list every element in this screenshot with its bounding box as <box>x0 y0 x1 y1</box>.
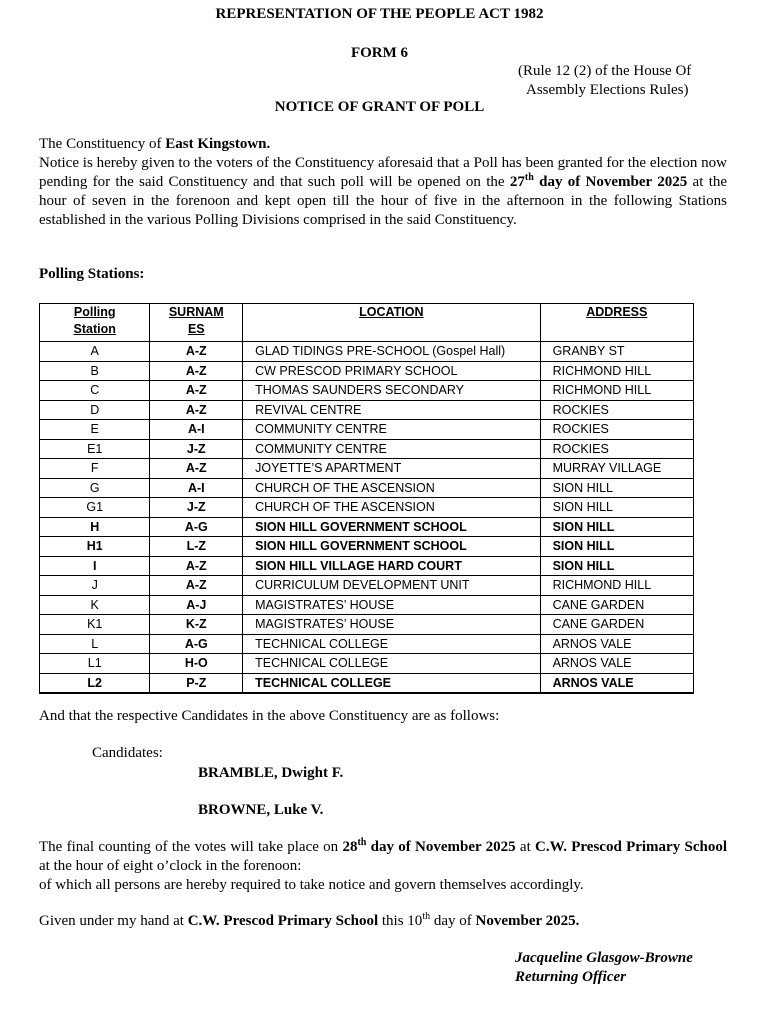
header-surnames-l1: SURNAM <box>168 305 224 319</box>
address-cell: ROCKIES <box>540 400 693 420</box>
count-part-a: The final counting of the votes will take place on <box>39 839 343 855</box>
address-cell: SION HILL <box>540 517 693 537</box>
count-month: day of November 2025 <box>366 839 516 855</box>
count-part-c: at the hour of eight o’clock in the forenoon: <box>39 858 302 874</box>
surnames-cell: A-I <box>150 420 243 440</box>
location-cell: THOMAS SAUNDERS SECONDARY <box>243 381 540 401</box>
table-row <box>40 673 694 693</box>
address-cell: GRANBY ST <box>540 342 693 362</box>
station-cell: K1 <box>40 615 150 635</box>
station-cell: I <box>40 556 150 576</box>
form-number: FORM 6 <box>350 45 409 61</box>
station-cell: D <box>40 400 150 420</box>
given-part-b: this 10 <box>378 913 423 929</box>
address-cell: CANE GARDEN <box>540 615 693 635</box>
header-station-l1: Polling <box>73 305 116 319</box>
candidates-intro: And that the respective Candidates in the above Constituency are as follows: <box>39 708 500 724</box>
location-cell: SION HILL VILLAGE HARD COURT <box>243 556 540 576</box>
constituency-line <box>39 135 727 154</box>
location-cell: CURRICULUM DEVELOPMENT UNIT <box>243 576 540 596</box>
table-header-row <box>40 304 694 342</box>
stations-heading: Polling Stations: <box>39 266 145 282</box>
location-cell: JOYETTE’S APARTMENT <box>243 459 540 479</box>
header-station-l2: Station <box>73 322 116 336</box>
count-part-b: at <box>515 839 536 855</box>
constituency-prefix: The Constituency of <box>39 136 166 152</box>
station-cell: K <box>40 595 150 615</box>
count-venue: C.W. Prescod Primary School <box>535 839 727 855</box>
station-cell: G1 <box>40 498 150 518</box>
given-part-c: day of <box>430 913 476 929</box>
candidates-label: Candidates: <box>92 745 163 761</box>
address-cell: ARNOS VALE <box>540 634 693 654</box>
surnames-cell: A-G <box>150 634 243 654</box>
surnames-cell: K-Z <box>150 615 243 635</box>
surnames-cell: A-Z <box>150 361 243 381</box>
candidate-1: BRAMBLE, Dwight F. <box>198 765 344 781</box>
rule-line-1: (Rule 12 (2) of the House Of <box>518 63 692 79</box>
station-cell: E <box>40 420 150 440</box>
count-paragraph <box>39 838 727 895</box>
surnames-cell: J-Z <box>150 439 243 459</box>
rule-line-2: Assembly Elections Rules) <box>526 82 689 98</box>
given-venue: C.W. Prescod Primary School <box>187 913 379 929</box>
address-cell: RICHMOND HILL <box>540 576 693 596</box>
candidate-2: BROWNE, Luke V. <box>198 802 324 818</box>
table-row <box>40 342 694 362</box>
surnames-cell: A-Z <box>150 576 243 596</box>
poll-month: day of November 2025 <box>533 174 688 190</box>
header-surnames-l2: ES <box>187 322 205 336</box>
station-cell: H <box>40 517 150 537</box>
station-cell: A <box>40 342 150 362</box>
address-cell: SION HILL <box>540 498 693 518</box>
table-row <box>40 576 694 596</box>
location-cell: SION HILL GOVERNMENT SCHOOL <box>243 517 540 537</box>
location-cell: TECHNICAL COLLEGE <box>243 673 540 693</box>
given-month: November 2025. <box>475 913 580 929</box>
location-cell: COMMUNITY CENTRE <box>243 439 540 459</box>
polling-stations-table <box>39 303 694 694</box>
surnames-cell: P-Z <box>150 673 243 693</box>
station-cell: L1 <box>40 654 150 674</box>
notice-part-a: Notice is hereby given to the voters of the Constituency aforesaid that a Poll has been granted for the election now pending for the said Constituency and that such poll will be opened on the <box>39 155 727 190</box>
table-row <box>40 634 694 654</box>
address-cell: MURRAY VILLAGE <box>540 459 693 479</box>
table-row <box>40 654 694 674</box>
station-cell: C <box>40 381 150 401</box>
table-row <box>40 595 694 615</box>
surnames-cell: J-Z <box>150 498 243 518</box>
station-cell: L2 <box>40 673 150 693</box>
header-surnames <box>150 304 243 342</box>
station-cell: B <box>40 361 150 381</box>
location-cell: GLAD TIDINGS PRE-SCHOOL (Gospel Hall) <box>243 342 540 362</box>
act-title: REPRESENTATION OF THE PEOPLE ACT 1982 <box>215 6 544 22</box>
signature-title: Returning Officer <box>515 969 626 985</box>
station-cell: F <box>40 459 150 479</box>
surnames-cell: A-Z <box>150 556 243 576</box>
surnames-cell: A-J <box>150 595 243 615</box>
surnames-cell: A-Z <box>150 400 243 420</box>
surnames-cell: A-Z <box>150 459 243 479</box>
surnames-cell: A-Z <box>150 342 243 362</box>
table-row <box>40 556 694 576</box>
constituency-name: East Kingstown. <box>165 136 271 152</box>
location-cell: MAGISTRATES’ HOUSE <box>243 615 540 635</box>
station-cell: E1 <box>40 439 150 459</box>
rule-reference <box>518 62 738 100</box>
location-cell: CHURCH OF THE ASCENSION <box>243 478 540 498</box>
count-text <box>39 838 727 876</box>
location-cell: CHURCH OF THE ASCENSION <box>243 498 540 518</box>
count-date <box>342 839 515 855</box>
notice-part-b: at the hour of seven in the forenoon and kept open till the hour of five in the afternoon in the following Stations established in the various Polling Divisions comprised in the said Constituency. <box>39 174 728 228</box>
poll-day: 27 <box>509 174 525 190</box>
address-cell: ROCKIES <box>540 439 693 459</box>
intro-paragraph <box>39 135 727 230</box>
table-row <box>40 498 694 518</box>
table-row <box>40 478 694 498</box>
table-row <box>40 459 694 479</box>
table-body <box>40 342 694 694</box>
surnames-cell: H-O <box>150 654 243 674</box>
location-cell: COMMUNITY CENTRE <box>243 420 540 440</box>
location-cell: REVIVAL CENTRE <box>243 400 540 420</box>
table-row <box>40 400 694 420</box>
notice-title: NOTICE OF GRANT OF POLL <box>274 99 485 115</box>
table-row <box>40 615 694 635</box>
header-station <box>40 304 150 342</box>
station-cell: L <box>40 634 150 654</box>
poll-date <box>510 174 687 190</box>
address-cell: SION HILL <box>540 478 693 498</box>
address-cell: ROCKIES <box>540 420 693 440</box>
header-location: LOCATION <box>243 304 540 342</box>
table-row <box>40 420 694 440</box>
address-cell: CANE GARDEN <box>540 595 693 615</box>
station-cell: J <box>40 576 150 596</box>
address-cell: ARNOS VALE <box>540 654 693 674</box>
station-cell: G <box>40 478 150 498</box>
given-day-suffix: th <box>422 911 431 922</box>
surnames-cell: A-G <box>150 517 243 537</box>
address-cell: RICHMOND HILL <box>540 381 693 401</box>
given-part-a: Given under my hand at <box>39 913 188 929</box>
table-row <box>40 439 694 459</box>
address-cell: SION HILL <box>540 556 693 576</box>
count-line-2: of which all persons are hereby required to take notice and govern themselves accordingly. <box>39 877 584 893</box>
surnames-cell: A-Z <box>150 381 243 401</box>
location-cell: TECHNICAL COLLEGE <box>243 654 540 674</box>
location-cell: MAGISTRATES’ HOUSE <box>243 595 540 615</box>
station-cell: H1 <box>40 537 150 557</box>
surnames-cell: L-Z <box>150 537 243 557</box>
address-cell: SION HILL <box>540 537 693 557</box>
address-cell: RICHMOND HILL <box>540 361 693 381</box>
table-row <box>40 381 694 401</box>
given-line <box>39 913 579 930</box>
signature-name: Jacqueline Glasgow-Browne <box>515 950 693 966</box>
address-cell: ARNOS VALE <box>540 673 693 693</box>
table-row <box>40 517 694 537</box>
surnames-cell: A-I <box>150 478 243 498</box>
table-row <box>40 361 694 381</box>
count-day-suffix: th <box>357 837 367 848</box>
table-row <box>40 537 694 557</box>
header-address: ADDRESS <box>540 304 693 342</box>
notice-text <box>39 154 727 230</box>
location-cell: CW PRESCOD PRIMARY SCHOOL <box>243 361 540 381</box>
location-cell: TECHNICAL COLLEGE <box>243 634 540 654</box>
location-cell: SION HILL GOVERNMENT SCHOOL <box>243 537 540 557</box>
poll-day-suffix: th <box>524 172 534 183</box>
count-day: 28 <box>342 839 358 855</box>
